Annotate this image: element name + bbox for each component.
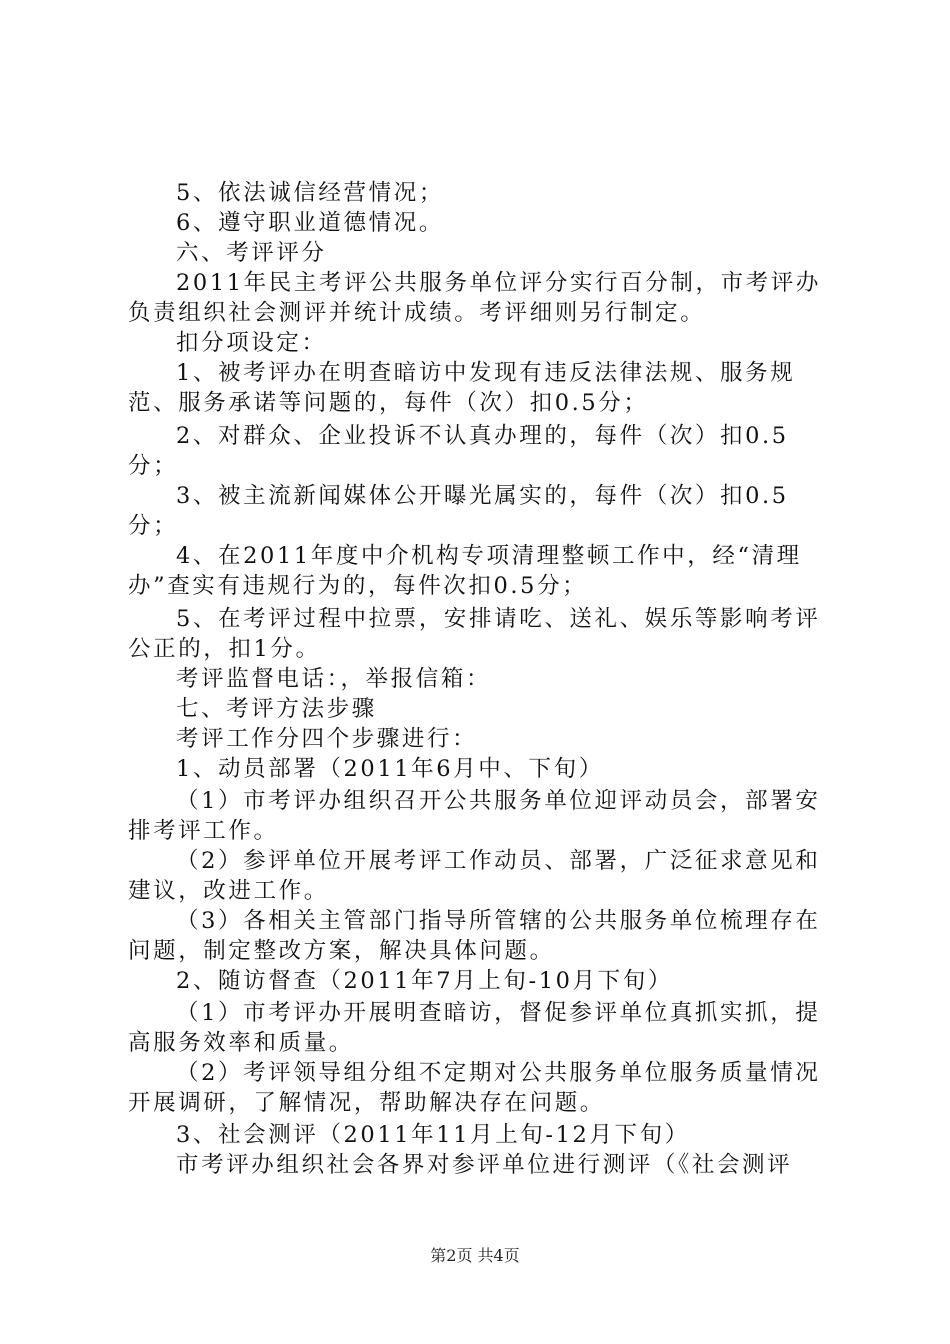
paragraph: 扣分项设定： — [176, 330, 327, 356]
paragraph: 1、被考评办在明查暗访中发现有违反法律法规、服务规范、服务承诺等问题的，每件（次）扣0.5分； — [128, 360, 796, 416]
section-heading: 七、考评方法步骤 — [176, 696, 377, 722]
paragraph: （1）市考评办开展明查暗访，督促参评单位真抓实抓，提高服务效率和质量。 — [128, 1000, 821, 1056]
paragraph: 1、动员部署（2011年6月中、下旬） — [176, 756, 604, 782]
paragraph: （2）考评领导组分组不定期对公共服务单位服务质量情况开展调研，了解情况，帮助解决存在问题。 — [128, 1060, 821, 1116]
section-heading: 六、考评评分 — [176, 240, 327, 266]
paragraph: 2、对群众、企业投诉不认真办理的，每件（次）扣0.5分； — [128, 423, 789, 479]
paragraph: 2011年民主考评公共服务单位评分实行百分制，市考评办负责组织社会测评并统计成绩。考评细则另行制定。 — [128, 270, 821, 326]
paragraph: 3、社会测评（2011年11月上旬-12月下旬） — [176, 1122, 690, 1148]
paragraph: 2、随访督查（2011年7月上旬-10月下旬） — [176, 968, 673, 994]
paragraph: （1）市考评办组织召开公共服务单位迎评动员会，部署安排考评工作。 — [128, 788, 821, 844]
paragraph: 6、遵守职业道德情况。 — [176, 210, 444, 236]
paragraph: 考评监督电话：，举报信箱： — [176, 666, 492, 692]
page-number-footer: 第2页 共4页 — [430, 1246, 520, 1265]
paragraph: （2）参评单位开展考评工作动员、部署，广泛征求意见和建议，改进工作。 — [128, 848, 821, 904]
paragraph: 4、在2011年度中介机构专项清理整顿工作中，经“清理办”查实有违规行为的，每件次扣0.5分； — [128, 543, 802, 599]
paragraph: 5、在考评过程中拉票，安排请吃、送礼、娱乐等影响考评公正的，扣1分。 — [128, 606, 821, 662]
paragraph: 考评工作分四个步骤进行： — [176, 726, 478, 752]
paragraph: 3、被主流新闻媒体公开曝光属实的，每件（次）扣0.5分； — [128, 483, 789, 539]
paragraph: 市考评办组织社会各界对参评单位进行测评（《社会测评 — [176, 1152, 793, 1178]
paragraph: 5、依法诚信经营情况； — [176, 180, 444, 206]
paragraph: （3）各相关主管部门指导所管辖的公共服务单位梳理存在问题，制定整改方案，解决具体问题。 — [128, 908, 821, 964]
